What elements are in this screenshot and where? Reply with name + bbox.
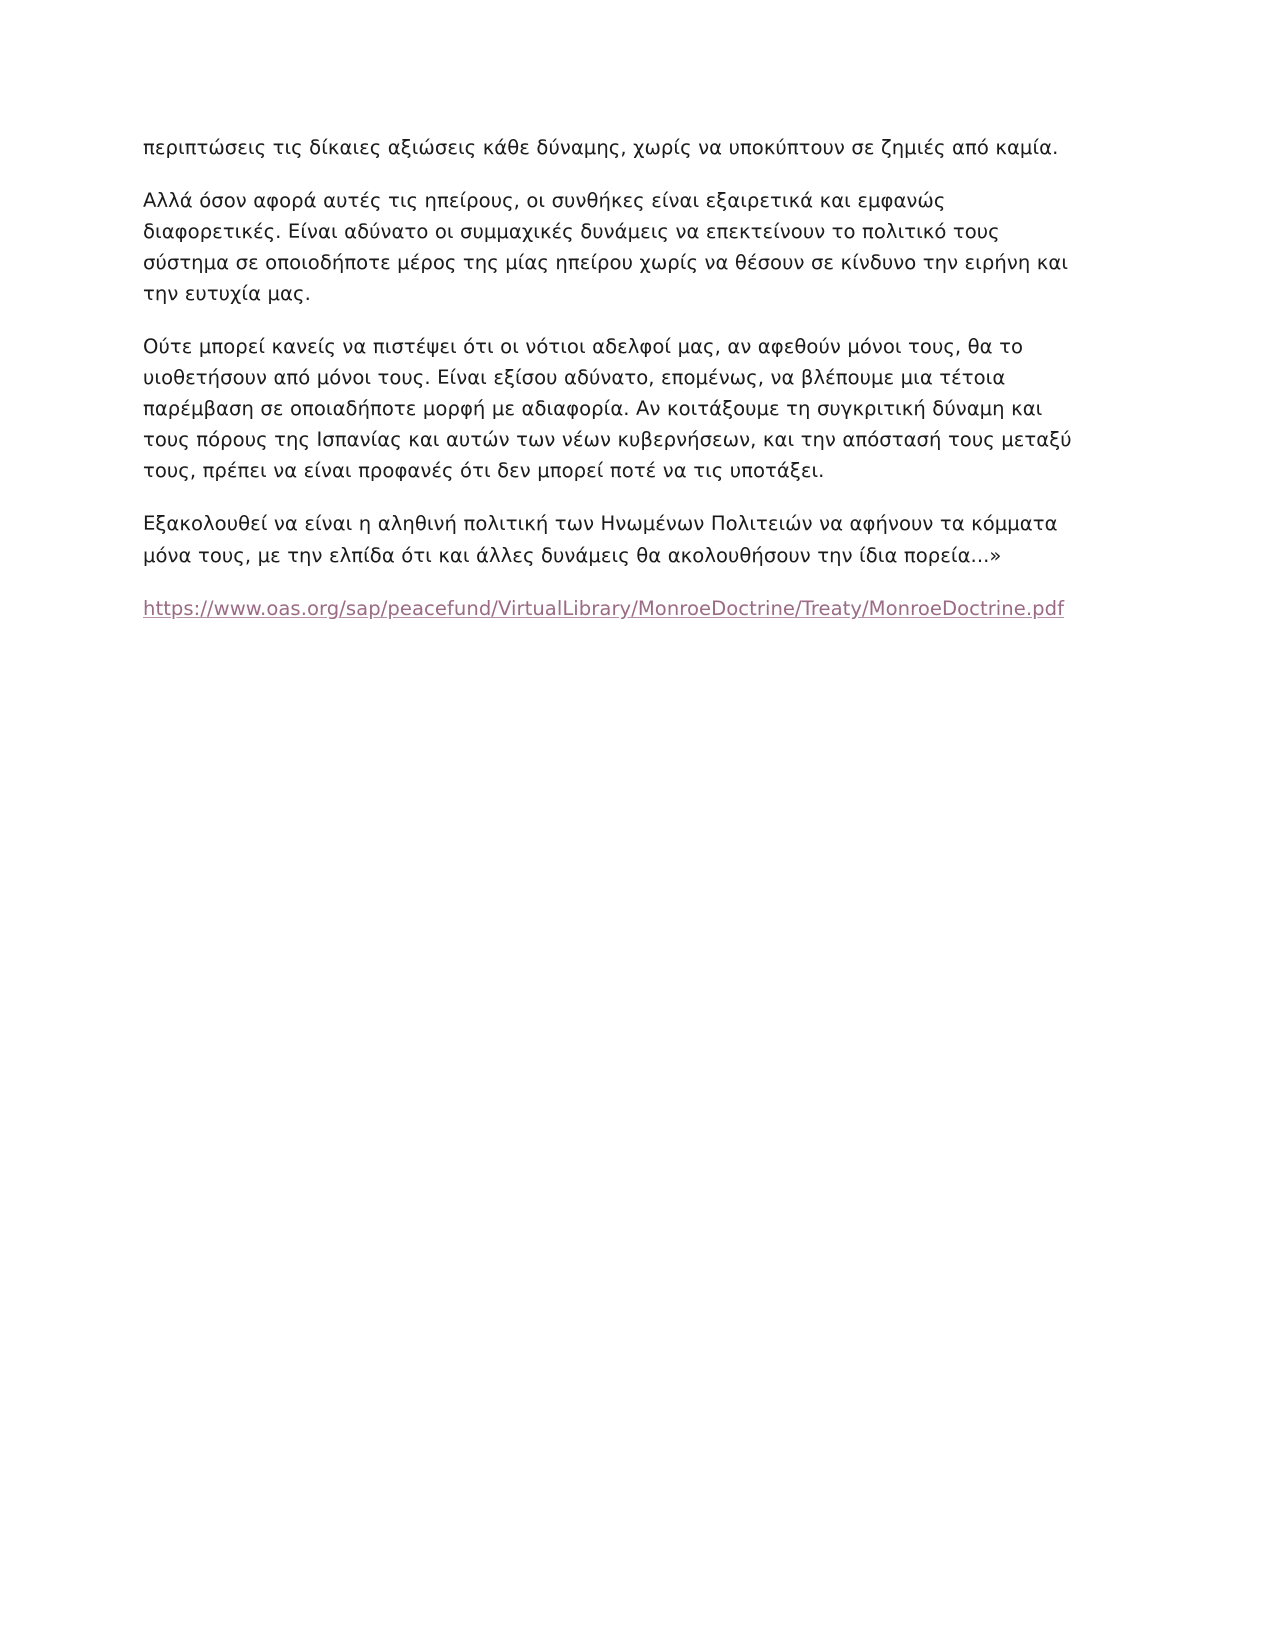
paragraph-southern-brethren: Ούτε μπορεί κανείς να πιστέψει ότι οι νότιοι αδελφοί μας, αν αφεθούν μόνοι τους, θα το υιοθετήσουν από μόνοι τους. Είναι εξίσου αδύνατο, επομένως, να βλέπουμε μια τέτοια παρέμβαση σε οποιαδήποτε μορφή με αδιαφορία. Αν κοιτάξουμε τη συγκριτική δύναμη και τους πόρους της Ισπανίας και αυτών των νέων κυβερνήσεων, και την απόστασή τους μεταξύ τους, πρέπει να είναι προφανές ότι δεν μπορεί ποτέ να τις υποτάξει.	[143, 335, 1072, 483]
source-url-link[interactable]: https://www.oas.org/sap/peacefund/VirtualLibrary/MonroeDoctrine/Treaty/MonroeDoctrine.pdf	[143, 596, 1065, 620]
source-link-paragraph	[143, 593, 1075, 624]
document-body	[143, 132, 1075, 624]
paragraph-continents: Αλλά όσον αφορά αυτές τις ηπείρους, οι συνθήκες είναι εξαιρετικά και εμφανώς διαφορετικές. Είναι αδύνατο οι συμμαχικές δυνάμεις να επεκτείνουν το πολιτικό τους σύστημα σε οποιοδήποτε μέρος της μίας ηπείρου χωρίς να θέσουν σε κίνδυνο την ειρήνη και την ευτυχία μας.	[143, 189, 1069, 306]
paragraph-continuation: περιπτώσεις τις δίκαιες αξιώσεις κάθε δύναμης, χωρίς να υποκύπτουν σε ζημιές από καμία.	[143, 136, 1059, 159]
paragraph-us-policy: Εξακολουθεί να είναι η αληθινή πολιτική των Ηνωμένων Πολιτειών να αφήνουν τα κόμματα μόνα τους, με την ελπίδα ότι και άλλες δυνάμεις θα ακολουθήσουν την ίδια πορεία...»	[143, 512, 1058, 567]
